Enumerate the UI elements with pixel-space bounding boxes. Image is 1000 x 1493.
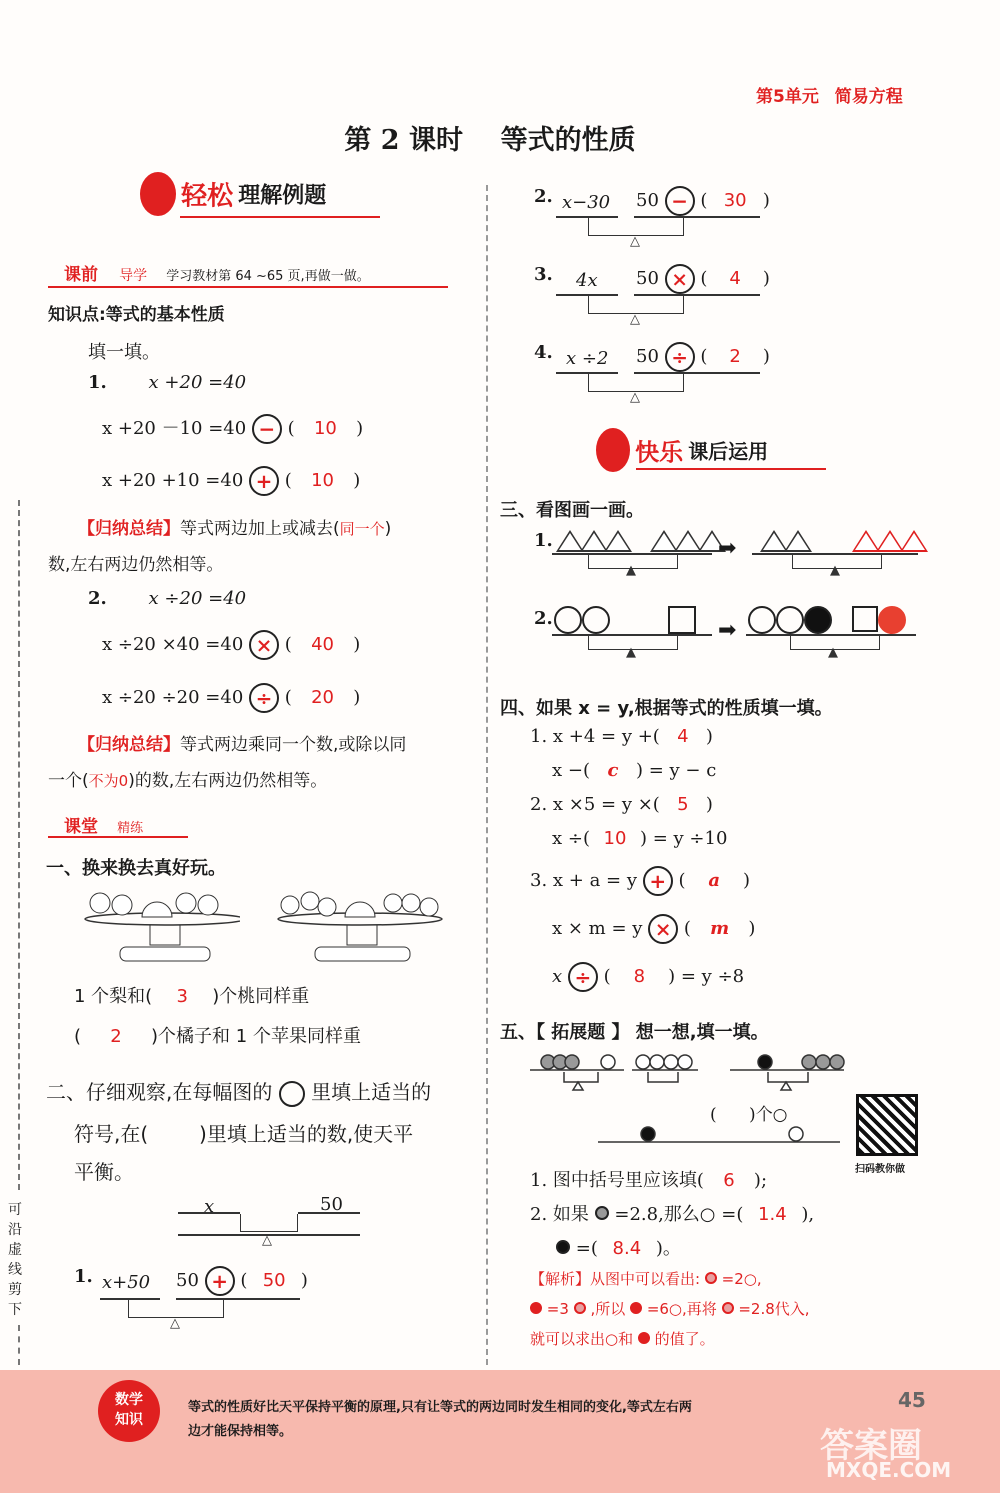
s3-number-2: 2.	[534, 608, 553, 629]
red-circle-answer-icon	[878, 606, 906, 634]
text: 二、仔细观察,在每幅图的	[46, 1080, 273, 1104]
value: 50	[636, 268, 659, 289]
value: 50	[636, 190, 659, 211]
banner-highlight: 快乐	[635, 438, 684, 467]
paren-right: )	[353, 470, 361, 491]
pre-text: 学习教材第 64 ~65 页,再做一做。	[166, 269, 370, 284]
cut-line-lower	[18, 1325, 20, 1365]
balance-stand	[240, 1214, 298, 1232]
circle-icon	[748, 606, 776, 634]
text: 【解析】从图中可以看出:	[530, 1270, 701, 1288]
s5-a2	[530, 1200, 814, 1226]
triangle-icon	[784, 530, 812, 552]
fulcrum-icon: △	[170, 1316, 180, 1331]
problem-2	[88, 588, 246, 609]
answer: c	[607, 760, 619, 781]
text: ,所以	[590, 1300, 626, 1318]
problem-1-row-2	[102, 466, 360, 496]
text: ) = y ÷8	[668, 966, 745, 987]
answer: m	[710, 918, 730, 939]
pre-tag: 课前	[64, 265, 98, 285]
text: x	[552, 966, 563, 987]
cut-line	[18, 500, 20, 1190]
value: 50	[636, 346, 659, 367]
answer: 8	[633, 966, 646, 987]
answer: 8.4	[612, 1238, 642, 1259]
operator-circle: ×	[249, 630, 279, 660]
text: x × m = y	[552, 918, 643, 939]
operator-circle: ÷	[665, 342, 695, 372]
q3-right	[636, 264, 770, 294]
text: =2○,	[721, 1270, 762, 1288]
text: ) = y − c	[635, 760, 717, 781]
operator-circle: +	[249, 466, 279, 496]
fulcrum-icon: ▲	[830, 563, 840, 578]
paren-left: (	[284, 470, 292, 491]
text: )个橘子和 1 个苹果同样重	[151, 1026, 361, 1047]
paren-left: (	[240, 1270, 248, 1291]
fulcrum-icon: ▲	[626, 563, 636, 578]
text: 1. x +4 = y +(	[530, 726, 660, 747]
q1-number: 1.	[74, 1266, 93, 1287]
paren-right: )	[353, 687, 361, 708]
text: =2.8,那么○ =(	[614, 1204, 744, 1225]
equation: x +20 +10 =40	[102, 470, 244, 491]
square-icon	[852, 606, 878, 632]
qr-caption: 扫码教你做	[855, 1164, 905, 1175]
banner-highlight: 轻松	[181, 181, 234, 212]
gray-circle-icon	[705, 1272, 717, 1284]
cut-label: 可沿虚线剪下	[8, 1202, 22, 1318]
text: 就可以求出○和	[530, 1330, 634, 1348]
filled-circle-answer-icon	[804, 606, 832, 634]
q2-left: x−30	[562, 192, 611, 213]
text: );	[753, 1170, 768, 1191]
black-circle-icon	[630, 1302, 642, 1314]
equation: x ÷20 =40	[148, 588, 247, 609]
answer: 5	[677, 794, 689, 815]
arrow-icon: ➡	[718, 618, 737, 643]
badge-line-1: 数学	[115, 1392, 143, 1408]
fruit-scale-1	[70, 885, 240, 965]
paren-left: (	[678, 870, 686, 891]
paren-right: )	[705, 726, 713, 747]
operator-circle: +	[205, 1266, 235, 1296]
summary-text: 等式两边加上或减去(	[180, 519, 340, 539]
class-tag: 课堂	[64, 817, 98, 837]
paren-left: (	[284, 687, 292, 708]
s5-a3	[556, 1234, 681, 1260]
triangle-icon	[604, 530, 632, 552]
unit-number: 第5单元	[756, 87, 819, 107]
section-2-line-2: 符号,在( )里填上适当的数,使天平	[74, 1122, 414, 1146]
balance-beam-right	[298, 1212, 360, 1214]
black-circle-icon	[530, 1302, 542, 1314]
lesson-title: 第 2 课时 等式的性质	[344, 125, 636, 156]
answer: 10	[603, 828, 627, 849]
balance-left-label: x	[204, 1196, 215, 1217]
text: =6○,再将	[646, 1300, 717, 1318]
section-2-line-1	[46, 1076, 431, 1107]
blank-circle-icon	[279, 1081, 305, 1107]
text: )个桃同样重	[212, 986, 310, 1007]
text: )。	[655, 1238, 681, 1259]
knowledge-point: 知识点:等式的基本性质	[48, 305, 225, 325]
s4-b2	[552, 828, 727, 849]
paren-right: )	[300, 1270, 308, 1291]
fulcrum-icon: ▲	[626, 645, 636, 660]
s3-number-1: 1.	[534, 530, 553, 551]
text: 2. 如果	[530, 1204, 589, 1225]
triangle-answer-icon	[900, 530, 928, 552]
page-number: 45	[898, 1388, 926, 1412]
summary-tag: 【归纳总结】	[78, 735, 180, 755]
answer: 30	[723, 190, 747, 211]
q3-number: 3.	[534, 264, 553, 285]
paren-left: (	[700, 190, 708, 211]
s4-c1	[530, 866, 750, 896]
summary-1	[78, 510, 478, 548]
fulcrum-icon: ▲	[828, 645, 838, 660]
equation: x +20 －10 =40	[102, 418, 247, 439]
q4-right	[636, 342, 770, 372]
banner-text: 课后运用	[688, 439, 769, 464]
answer: 50	[262, 1270, 286, 1291]
watermark: 答案圈	[820, 1426, 922, 1466]
summary-text-end: )的数,左右两边仍然相等。	[128, 771, 328, 791]
text: ) = y ÷10	[639, 828, 728, 849]
text: 1. 图中括号里应该填(	[530, 1170, 704, 1191]
equation: x +20 =40	[148, 372, 247, 393]
qr-code-icon	[856, 1094, 918, 1156]
summary-answer: 同一个	[339, 520, 385, 538]
problem-number: 2.	[88, 588, 107, 609]
operator-circle: −	[665, 186, 695, 216]
answer: 6	[723, 1170, 735, 1191]
section-1-title: 一、换来换去真好玩。	[46, 858, 226, 879]
q2-number: 2.	[534, 186, 553, 207]
operator-circle: ×	[665, 264, 695, 294]
problem-number: 1.	[88, 372, 107, 393]
fulcrum-icon: △	[630, 390, 640, 405]
unit-label	[756, 82, 903, 107]
answer: 10	[311, 470, 334, 491]
text: x ÷(	[552, 828, 590, 849]
text: =(	[575, 1238, 598, 1259]
black-circle-icon	[638, 1332, 650, 1344]
black-circle-icon	[556, 1240, 570, 1254]
cartoon-boy-icon	[140, 172, 176, 216]
q4-number: 4.	[534, 342, 553, 363]
answer: 10	[313, 418, 337, 439]
s5-balances	[528, 1048, 848, 1148]
summary-1-line-2: 数,左右两边仍然相等。	[48, 555, 224, 575]
text: =2.8代入,	[738, 1300, 810, 1318]
paren-left: (	[700, 346, 708, 367]
s4-a1	[530, 726, 713, 747]
arrow-icon: ➡	[718, 536, 737, 561]
operator-circle: ×	[648, 914, 678, 944]
gray-circle-icon	[722, 1302, 734, 1314]
text: =3	[546, 1300, 569, 1318]
paren-right: )	[742, 870, 750, 891]
square-icon	[668, 606, 696, 634]
equation: x ÷20 ÷20 =40	[102, 687, 244, 708]
text: (	[74, 1026, 82, 1047]
q3-left: 4x	[576, 270, 598, 291]
text: x −(	[552, 760, 590, 781]
paren-right: )	[762, 268, 770, 289]
unit-title: 简易方程	[834, 87, 903, 107]
operator-circle: −	[252, 414, 282, 444]
summary-tag: 【归纳总结】	[78, 519, 180, 539]
paren-left: (	[287, 418, 295, 439]
summary-2	[78, 730, 406, 755]
easy-banner	[140, 172, 326, 216]
fulcrum-icon: △	[630, 312, 640, 327]
problem-2-row-2	[102, 683, 360, 713]
operator-circle: +	[643, 866, 673, 896]
paren-right: )	[748, 918, 756, 939]
gray-circle-icon	[595, 1206, 609, 1220]
section-3-title: 三、看图画一画。	[500, 500, 644, 521]
summary-answer: 不为0	[88, 772, 129, 790]
problem-1-row-1	[102, 414, 363, 444]
answer: 1.4	[758, 1204, 787, 1225]
balance-beam-left	[178, 1212, 240, 1214]
text: ),	[801, 1204, 815, 1225]
banner-underline	[180, 216, 380, 218]
section-5-title: 五、【 拓展题 】 想一想,填一填。	[500, 1022, 769, 1043]
banner-text: 理解例题	[238, 183, 327, 209]
pre-class-row	[48, 260, 448, 288]
column-divider	[486, 185, 488, 1365]
math-knowledge-badge	[98, 1380, 160, 1442]
summary-text: 一个(	[48, 771, 89, 791]
problem-2-row-1	[102, 630, 360, 660]
q4-left: x ÷2	[566, 348, 609, 369]
operator-circle: ÷	[249, 683, 279, 713]
class-sub: 精练	[117, 821, 144, 836]
explanation-line-3	[530, 1328, 715, 1349]
section-1-line-2	[74, 1022, 361, 1048]
operator-circle: ÷	[568, 962, 598, 992]
text: 3. x + a = y	[530, 870, 637, 891]
class-row	[48, 812, 188, 838]
answer: 4	[729, 268, 741, 289]
s4-a2	[552, 760, 716, 781]
text: 2. x ×5 = y ×(	[530, 794, 660, 815]
q2-right	[636, 186, 770, 216]
circle-icon	[554, 606, 582, 634]
answer: 3	[176, 986, 188, 1007]
circle-icon	[776, 606, 804, 634]
summary-text-end: )	[384, 519, 392, 539]
s4-c3	[552, 962, 744, 992]
section-1-line-1	[74, 982, 309, 1008]
fill-instruction: 填一填。	[88, 342, 160, 363]
value: 50	[176, 1270, 199, 1291]
summary-2-line-2	[48, 766, 327, 791]
answer: 2	[110, 1026, 122, 1047]
problem-1	[88, 372, 246, 393]
s5-pic-label: ( )个○	[710, 1105, 788, 1125]
answer: 40	[311, 634, 334, 655]
fruit-scale-2	[265, 885, 445, 965]
s4-c2	[552, 914, 755, 944]
footer-text-2: 边才能保持相等。	[188, 1424, 293, 1439]
equation: x ÷20 ×40 =40	[102, 634, 244, 655]
text: 里填上适当的	[311, 1080, 432, 1104]
footer-text-1: 等式的性质好比天平保持平衡的原理,只有让等式的两边同时发生相同的变化,等式左右两	[188, 1400, 692, 1415]
answer: 20	[311, 687, 334, 708]
paren-right: )	[762, 190, 770, 211]
paren-left: (	[700, 268, 708, 289]
answer: 2	[729, 346, 741, 367]
answer: a	[708, 870, 721, 891]
banner-underline	[636, 468, 826, 470]
answer: 4	[677, 726, 689, 747]
badge-line-2: 知识	[115, 1412, 143, 1428]
gray-circle-icon	[574, 1302, 586, 1314]
paren-left: (	[284, 634, 292, 655]
paren-left: (	[603, 966, 611, 987]
paren-right: )	[705, 794, 713, 815]
text: 1 个梨和(	[74, 986, 153, 1007]
text: 的值了。	[654, 1330, 715, 1348]
s4-b1	[530, 794, 713, 815]
balance-right-label: 50	[320, 1194, 343, 1215]
circle-icon	[582, 606, 610, 634]
cartoon-girl-icon	[596, 428, 630, 472]
fulcrum-icon: △	[630, 234, 640, 249]
explanation-line-1	[530, 1268, 762, 1289]
paren-right: )	[353, 634, 361, 655]
watermark-url: MXQE.COM	[826, 1458, 952, 1482]
pre-sub: 导学	[119, 268, 148, 284]
paren-left: (	[683, 918, 691, 939]
fulcrum-icon: △	[262, 1233, 272, 1248]
explanation-line-2	[530, 1298, 810, 1319]
section-4-title: 四、如果 x = y,根据等式的性质填一填。	[500, 698, 833, 719]
q1-right	[176, 1266, 308, 1296]
q1-left: x+50	[102, 1272, 151, 1293]
paren-right: )	[356, 418, 364, 439]
summary-text: 等式两边乘同一个数,或除以同	[180, 735, 407, 755]
paren-right: )	[762, 346, 770, 367]
happy-banner	[596, 428, 768, 472]
s5-a1	[530, 1166, 767, 1192]
section-2-line-3: 平衡。	[74, 1160, 134, 1184]
